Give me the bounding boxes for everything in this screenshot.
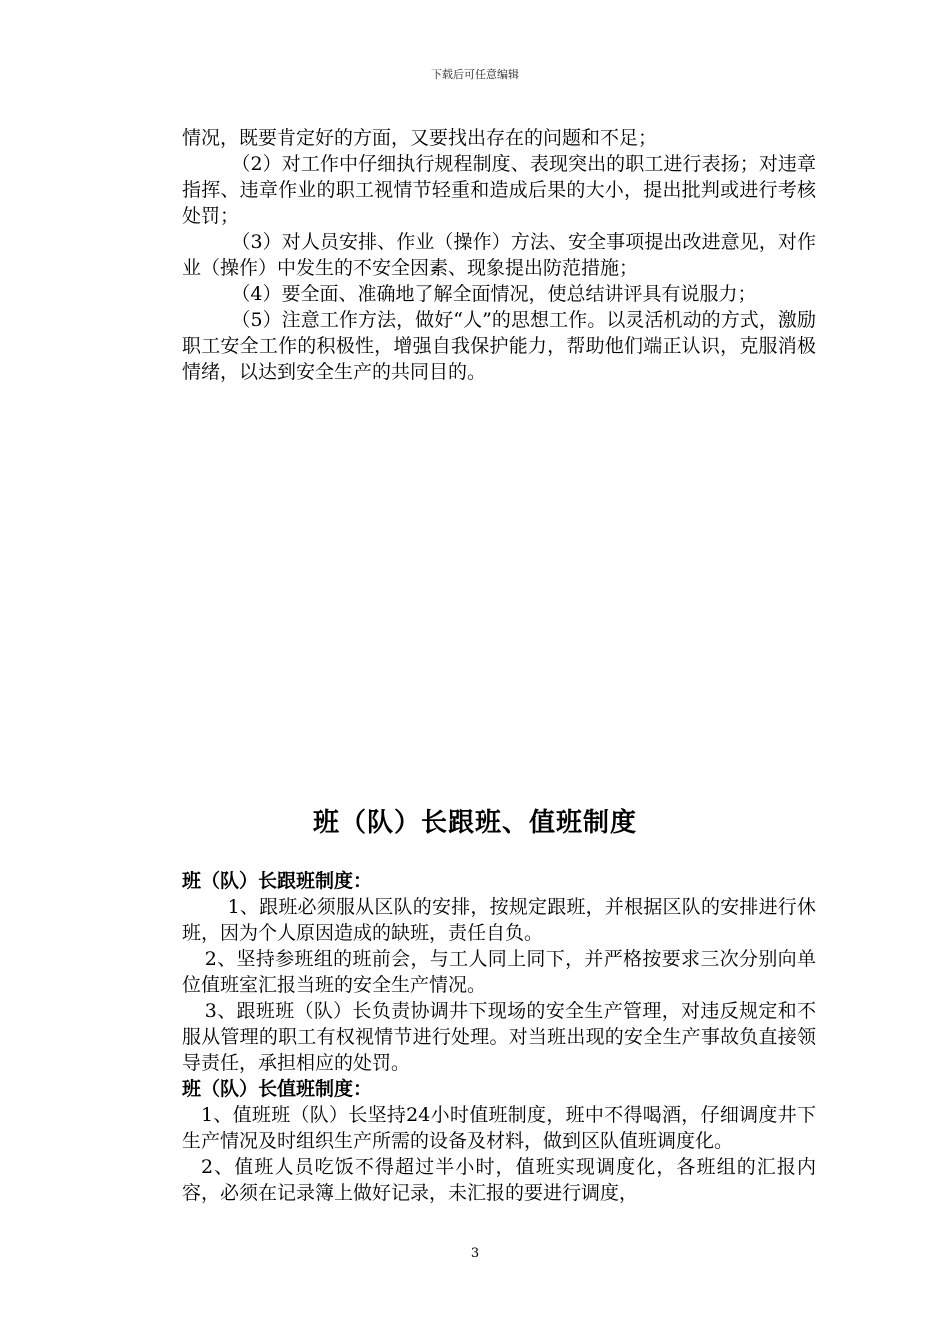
page-number: 3 bbox=[470, 1246, 480, 1261]
paragraph: （4）要全面、准确地了解全面情况，使总结讲评具有说服力； bbox=[231, 283, 757, 305]
duty-shift-heading: 班（队）长值班制度： bbox=[182, 1078, 373, 1100]
paragraph: （3）对人员安排、作业（操作）方法、安全事项提出改进意见，对作业（操作）中发生的不安全因素、现象提出防范措施； bbox=[182, 231, 816, 279]
list-item: 1、值班班（队）长坚持24小时值班制度，班中不得喝酒，仔细调度井下生产情况及时组织生产所需的设备及材料，做到区队值班调度化。 bbox=[182, 1104, 816, 1152]
header-note: 下载后可任意编辑 bbox=[431, 68, 519, 81]
paragraph: （5）注意工作方法，做好“人”的思想工作。以灵活机动的方式，激励职工安全工作的积极性，增强自我保护能力，帮助他们端正认识，克服消极情绪，以达到安全生产的共同目的。 bbox=[182, 309, 816, 383]
top-section bbox=[182, 125, 816, 385]
rules-section bbox=[182, 868, 816, 1206]
list-item: 1、跟班必须服从区队的安排，按规定跟班，并根据区队的安排进行休班，因为个人原因造成的缺班，责任自负。 bbox=[182, 896, 816, 944]
list-item: 3、跟班班（队）长负责协调井下现场的安全生产管理，对违反规定和不服从管理的职工有权视情节进行处理。对当班出现的安全生产事故负直接领导责任，承担相应的处罚。 bbox=[182, 1000, 816, 1074]
paragraph: 情况，既要肯定好的方面，又要找出存在的问题和不足； bbox=[182, 127, 658, 149]
list-item: 2、坚持参班组的班前会，与工人同上同下，并严格按要求三次分别向单位值班室汇报当班的安全生产情况。 bbox=[182, 948, 816, 996]
follow-shift-heading: 班（队）长跟班制度： bbox=[182, 870, 373, 892]
section-title: 班（队）长跟班、值班制度 bbox=[312, 808, 637, 838]
paragraph: （2）对工作中仔细执行规程制度、表现突出的职工进行表扬；对违章指挥、违章作业的职工视情节轻重和造成后果的大小，提出批判或进行考核处罚； bbox=[182, 153, 816, 227]
list-item: 2、值班人员吃饭不得超过半小时，值班实现调度化，各班组的汇报内容，必须在记录簿上做好记录，未汇报的要进行调度， bbox=[182, 1156, 816, 1204]
